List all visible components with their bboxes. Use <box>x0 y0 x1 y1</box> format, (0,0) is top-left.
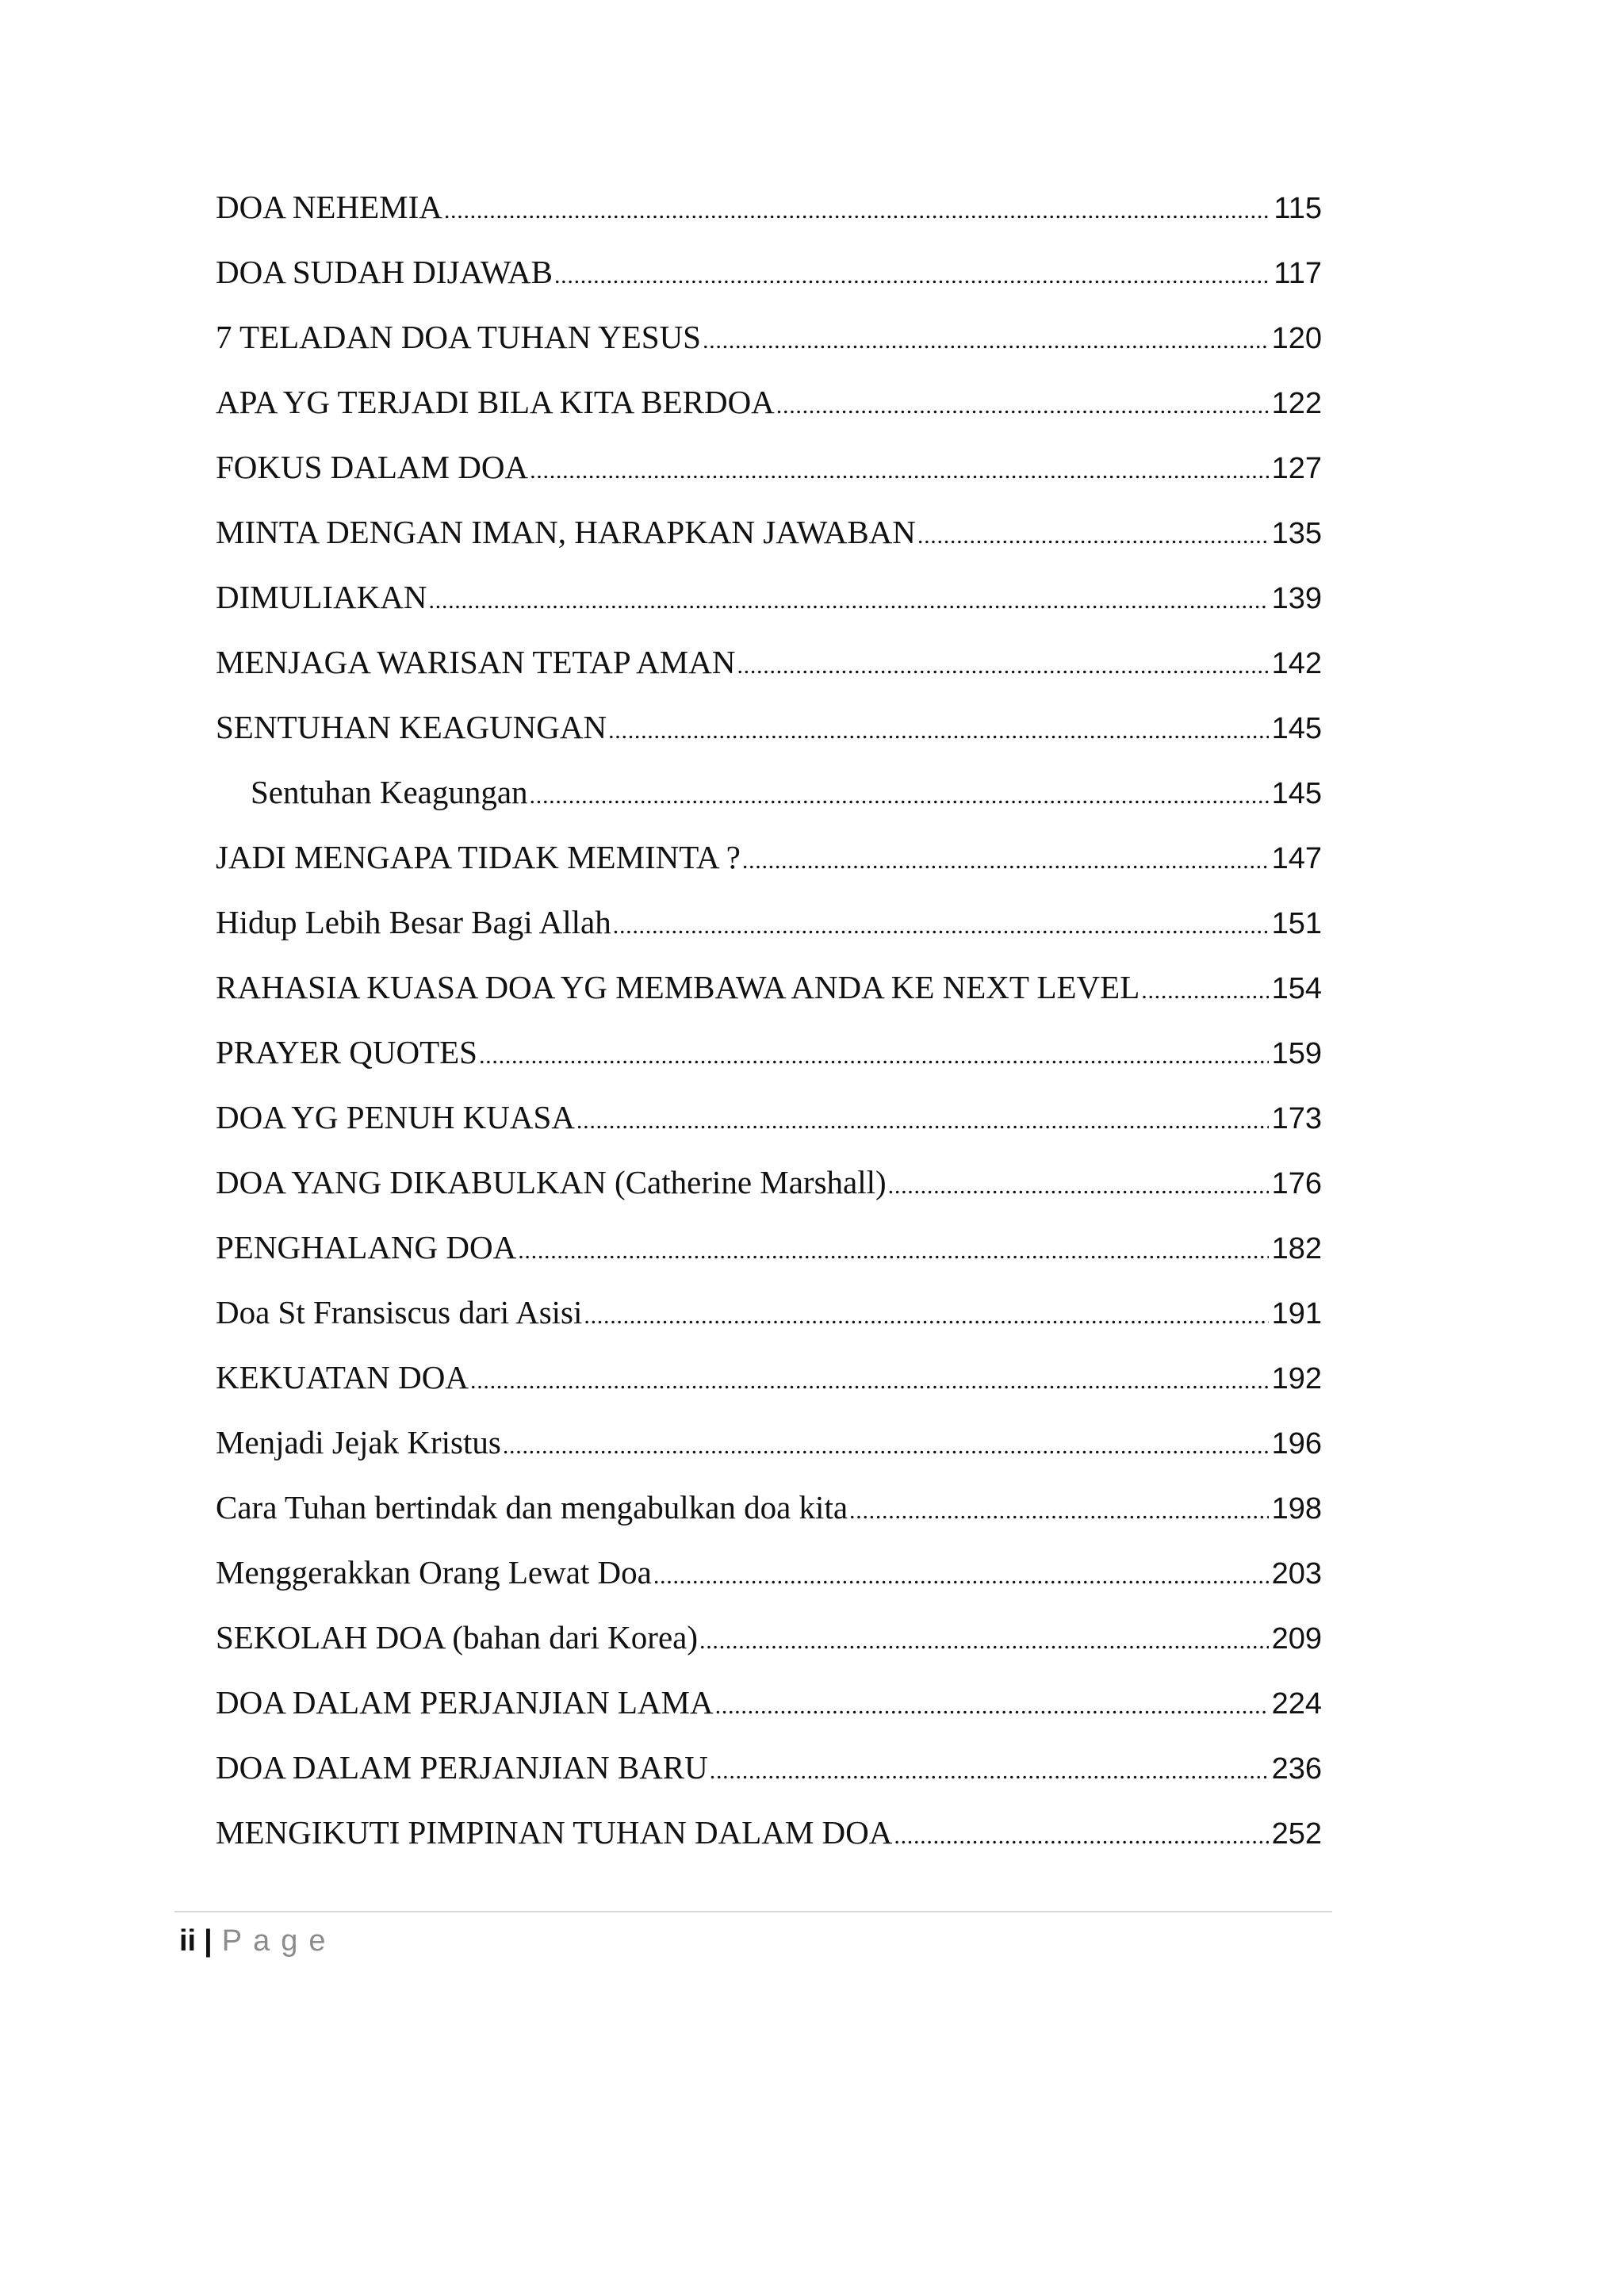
toc-entry-page-number: 147 <box>1271 842 1322 875</box>
toc-entry[interactable] <box>216 1085 1322 1150</box>
toc-entry-title: DOA SUDAH DIJAWAB <box>216 254 553 290</box>
toc-dot-leader <box>530 434 1269 503</box>
toc-entry[interactable] <box>216 1670 1322 1735</box>
toc-entry-title: Doa St Fransiscus dari Asisi <box>216 1294 583 1330</box>
toc-entry-title: DIMULIAKAN <box>216 579 427 615</box>
toc-entry-title: Menggerakkan Orang Lewat Doa <box>216 1554 652 1591</box>
toc-entry-page-number: 209 <box>1271 1622 1322 1656</box>
toc-entry-title: MENJAGA WARISAN TETAP AMAN <box>216 644 736 680</box>
toc-entry-page-number: 115 <box>1274 192 1322 225</box>
toc-entry[interactable] <box>216 1735 1322 1800</box>
toc-entry[interactable] <box>216 955 1322 1020</box>
toc-entry[interactable] <box>216 825 1322 890</box>
toc-entry[interactable] <box>216 500 1322 565</box>
toc-entry-page-number: 236 <box>1271 1752 1322 1786</box>
toc-entry-page-number: 145 <box>1271 712 1322 745</box>
toc-entry-page-number: 117 <box>1274 257 1322 290</box>
toc-entry-page-number: 127 <box>1271 452 1322 485</box>
toc-entry-title: Cara Tuhan bertindak dan mengabulkan doa kita <box>216 1489 848 1525</box>
toc-dot-leader <box>479 1020 1269 1089</box>
toc-entry-title: KEKUATAN DOA <box>216 1359 469 1395</box>
toc-entry-title: MENGIKUTI PIMPINAN TUHAN DALAM DOA <box>216 1814 893 1851</box>
toc-entry[interactable] <box>216 695 1322 760</box>
toc-entry-page-number: 139 <box>1271 582 1322 615</box>
toc-entry-page-number: 176 <box>1271 1167 1322 1200</box>
toc-dot-leader <box>576 1085 1269 1154</box>
toc-dot-leader <box>608 695 1268 764</box>
toc-dot-leader <box>470 1345 1269 1414</box>
toc-entry-title: RAHASIA KUASA DOA YG MEMBAWA ANDA KE NEXT LEVEL <box>216 969 1140 1005</box>
toc-dot-leader <box>554 239 1270 308</box>
toc-entry-title: DOA YG PENUH KUASA <box>216 1099 575 1135</box>
toc-entry[interactable] <box>216 239 1322 304</box>
toc-entry[interactable] <box>216 174 1322 239</box>
toc-entry-title: Sentuhan Keagungan <box>251 774 528 810</box>
toc-dot-leader <box>737 630 1268 699</box>
toc-dot-leader <box>503 1410 1269 1479</box>
toc-entry[interactable] <box>216 369 1322 434</box>
toc-entry[interactable] <box>216 1150 1322 1215</box>
toc-entry-page-number: 154 <box>1271 972 1322 1005</box>
toc-entry-title: Hidup Lebih Besar Bagi Allah <box>216 904 611 940</box>
toc-entry-title: MINTA DENGAN IMAN, HARAPKAN JAWABAN <box>216 514 916 550</box>
page-footer <box>179 1917 337 1965</box>
toc-entry-page-number: 196 <box>1271 1427 1322 1460</box>
toc-entry-title: Menjadi Jejak Kristus <box>216 1424 501 1460</box>
toc-entry[interactable] <box>216 1410 1322 1475</box>
toc-entry-page-number: 142 <box>1271 647 1322 680</box>
footer-separator: | <box>204 1924 213 1958</box>
toc-dot-leader <box>776 369 1269 438</box>
footer-divider <box>174 1911 1332 1912</box>
toc-entry-title: DOA YANG DIKABULKAN (Catherine Marshall) <box>216 1164 887 1200</box>
toc-dot-leader <box>653 1540 1269 1609</box>
toc-entry-title: JADI MENGAPA TIDAK MEMINTA ? <box>216 839 741 875</box>
toc-dot-leader <box>444 174 1271 243</box>
toc-entry-page-number: 224 <box>1271 1687 1322 1721</box>
toc-entry-page-number: 135 <box>1271 517 1322 550</box>
toc-entry[interactable] <box>216 304 1322 369</box>
toc-dot-leader <box>518 1215 1268 1284</box>
toc-entry-page-number: 198 <box>1271 1492 1322 1525</box>
toc-entry-title: PENGHALANG DOA <box>216 1229 517 1265</box>
toc-dot-leader <box>894 1800 1268 1869</box>
toc-dot-leader <box>584 1280 1268 1349</box>
toc-dot-leader <box>613 890 1269 959</box>
footer-page-label: Page <box>221 1924 337 1958</box>
toc-dot-leader <box>1141 955 1268 1024</box>
toc-dot-leader <box>742 825 1269 894</box>
toc-entry-page-number: 145 <box>1271 777 1322 810</box>
toc-entry-page-number: 159 <box>1271 1037 1322 1070</box>
toc-entry[interactable] <box>216 1605 1322 1670</box>
toc-entry-page-number: 122 <box>1271 387 1322 420</box>
toc-dot-leader <box>699 1605 1269 1674</box>
toc-dot-leader <box>710 1735 1269 1804</box>
toc-entry[interactable] <box>216 1800 1322 1865</box>
toc-entry[interactable] <box>216 434 1322 500</box>
toc-entry[interactable] <box>216 890 1322 955</box>
toc-entry-title: PRAYER QUOTES <box>216 1034 477 1070</box>
toc-dot-leader <box>428 565 1268 634</box>
toc-entry[interactable] <box>216 1540 1322 1605</box>
toc-entry-title: DOA DALAM PERJANJIAN LAMA <box>216 1684 714 1721</box>
toc-entry[interactable] <box>216 760 1322 825</box>
toc-entry[interactable] <box>216 630 1322 695</box>
toc-dot-leader <box>888 1150 1269 1219</box>
toc-dot-leader <box>917 500 1269 568</box>
toc-entry-page-number: 173 <box>1271 1102 1322 1135</box>
toc-entry-page-number: 191 <box>1271 1297 1322 1330</box>
toc-entry[interactable] <box>216 565 1322 630</box>
toc-entry-title: 7 TELADAN DOA TUHAN YESUS <box>216 319 701 355</box>
toc-entry[interactable] <box>216 1020 1322 1085</box>
toc-dot-leader <box>715 1670 1269 1739</box>
toc-entry[interactable] <box>216 1280 1322 1345</box>
toc-dot-leader <box>849 1475 1269 1544</box>
toc-entry-page-number: 252 <box>1271 1817 1322 1851</box>
toc-entry[interactable] <box>216 1475 1322 1540</box>
toc-entry-title: DOA NEHEMIA <box>216 189 442 225</box>
toc-entry-page-number: 192 <box>1271 1362 1322 1395</box>
footer-page-number: ii <box>179 1924 197 1958</box>
toc-entry-page-number: 151 <box>1271 907 1322 940</box>
toc-entry-title: DOA DALAM PERJANJIAN BARU <box>216 1749 708 1786</box>
toc-entry-title: FOKUS DALAM DOA <box>216 449 529 485</box>
table-of-contents <box>216 174 1322 1865</box>
toc-entry[interactable] <box>216 1345 1322 1410</box>
toc-entry-title: SEKOLAH DOA (bahan dari Korea) <box>216 1619 698 1656</box>
toc-entry-page-number: 120 <box>1271 322 1322 355</box>
toc-entry-page-number: 182 <box>1271 1232 1322 1265</box>
toc-entry[interactable] <box>216 1215 1322 1280</box>
toc-entry-title: SENTUHAN KEAGUNGAN <box>216 709 607 745</box>
toc-entry-title: APA YG TERJADI BILA KITA BERDOA <box>216 384 775 420</box>
toc-entry-page-number: 203 <box>1271 1557 1322 1591</box>
toc-dot-leader <box>530 760 1269 829</box>
toc-dot-leader <box>703 304 1269 373</box>
